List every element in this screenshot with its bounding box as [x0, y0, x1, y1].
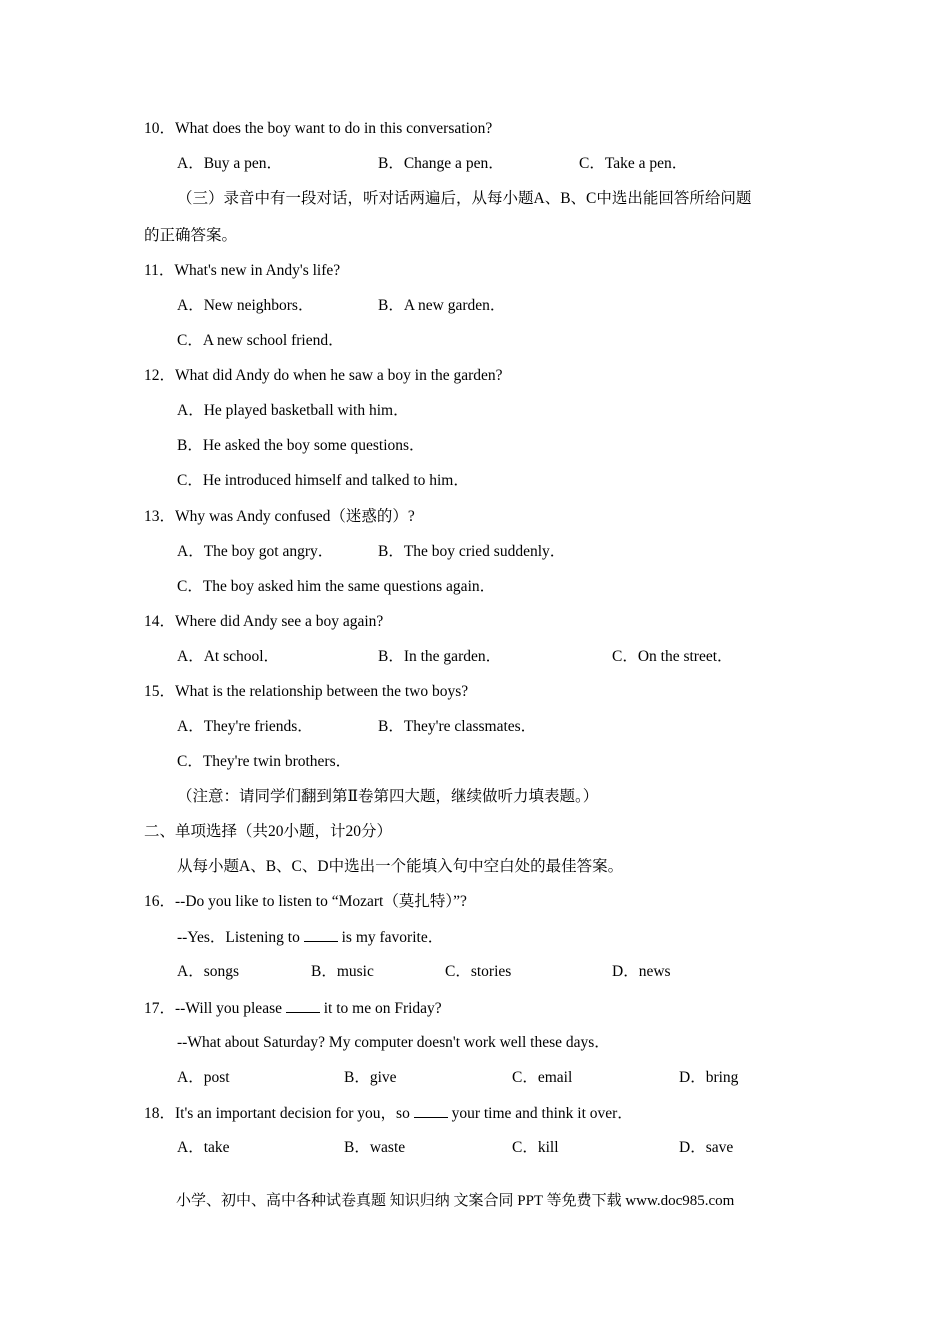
- question-16-line2: [177, 927, 443, 948]
- q11-option-b: B．A new garden．: [378, 297, 506, 314]
- q16-option-b: B．music: [311, 963, 374, 980]
- q11-option-a: A．New neighbors．: [177, 297, 314, 314]
- q17-stem-pre: 17．--Will you please: [144, 1000, 286, 1017]
- q16-line2-pre: --Yes．Listening to: [177, 929, 304, 946]
- q15-option-c: C．They're twin brothers．: [177, 753, 352, 770]
- q17-option-b: B．give: [344, 1069, 397, 1086]
- question-17-stem: [144, 998, 442, 1019]
- question-13-stem: 13．Why was Andy confused（迷惑的）?: [144, 508, 415, 525]
- q14-option-c: C．On the street．: [612, 648, 733, 665]
- q14-option-a: A．At school．: [177, 648, 280, 665]
- question-11-stem: 11．What's new in Andy's life?: [144, 262, 341, 279]
- q17-stem-post: it to me on Friday?: [319, 1000, 442, 1017]
- q16-option-d: D．news: [612, 963, 671, 980]
- section-3-instruction-line1: （三）录音中有一段对话，听对话两遍后，从每小题A、B、C中选出能回答所给问题: [177, 190, 752, 207]
- q12-option-c: C．He introduced himself and talked to him．: [177, 472, 469, 489]
- answer-blank: [286, 998, 320, 1013]
- answer-blank: [414, 1103, 448, 1118]
- q17-option-c: C．email: [512, 1069, 573, 1086]
- q10-option-c: C．Take a pen．: [579, 155, 688, 172]
- q12-option-b: B．He asked the boy some questions．: [177, 437, 425, 454]
- q16-line2-post: is my favorite．: [337, 929, 444, 946]
- listening-note: （注意：请同学们翻到第Ⅱ卷第四大题，继续做听力填表题。）: [177, 788, 599, 805]
- part-2-instruction: 从每小题A、B、C、D中选出一个能填入句中空白处的最佳答案。: [177, 858, 624, 875]
- q18-option-d: D．save: [679, 1139, 734, 1156]
- q18-stem-post: your time and think it over．: [447, 1105, 633, 1122]
- answer-blank: [304, 927, 338, 942]
- q15-option-b: B．They're classmates．: [378, 718, 537, 735]
- q18-option-c: C．kill: [512, 1139, 559, 1156]
- q12-option-a: A．He played basketball with him．: [177, 402, 409, 419]
- question-14-stem: 14．Where did Andy see a boy again?: [144, 613, 384, 630]
- q13-option-b: B．The boy cried suddenly．: [378, 543, 566, 560]
- page-footer: 小学、初中、高中各种试卷真题 知识归纳 文案合同 PPT 等免费下载 www.doc985.com: [176, 1193, 735, 1209]
- q10-option-a: A．Buy a pen．: [177, 155, 283, 172]
- q11-option-c: C．A new school friend．: [177, 332, 344, 349]
- question-10-stem: 10．What does the boy want to do in this conversation?: [144, 120, 493, 137]
- q16-option-c: C．stories: [445, 963, 512, 980]
- q18-option-b: B．waste: [344, 1139, 406, 1156]
- q16-option-a: A．songs: [177, 963, 240, 980]
- question-17-line2: --What about Saturday? My computer doesn't work well these days．: [177, 1034, 610, 1051]
- q10-option-b: B．Change a pen．: [378, 155, 504, 172]
- q18-option-a: A．take: [177, 1139, 230, 1156]
- question-12-stem: 12．What did Andy do when he saw a boy in the garden?: [144, 367, 503, 384]
- q17-option-a: A．post: [177, 1069, 230, 1086]
- q18-stem-pre: 18．It's an important decision for you，so: [144, 1105, 414, 1122]
- q15-option-a: A．They're friends．: [177, 718, 313, 735]
- question-16-stem: 16．--Do you like to listen to “Mozart（莫扎特）”?: [144, 893, 467, 910]
- q14-option-b: B．In the garden．: [378, 648, 502, 665]
- q13-option-c: C．The boy asked him the same questions again．: [177, 578, 496, 595]
- q13-option-a: A．The boy got angry．: [177, 543, 334, 560]
- section-3-instruction-line2: 的正确答案。: [144, 227, 238, 244]
- q17-option-d: D．bring: [679, 1069, 739, 1086]
- question-18-stem: [144, 1103, 633, 1124]
- part-2-title: 二、单项选择（共20小题，计20分）: [144, 823, 393, 840]
- question-15-stem: 15．What is the relationship between the two boys?: [144, 683, 469, 700]
